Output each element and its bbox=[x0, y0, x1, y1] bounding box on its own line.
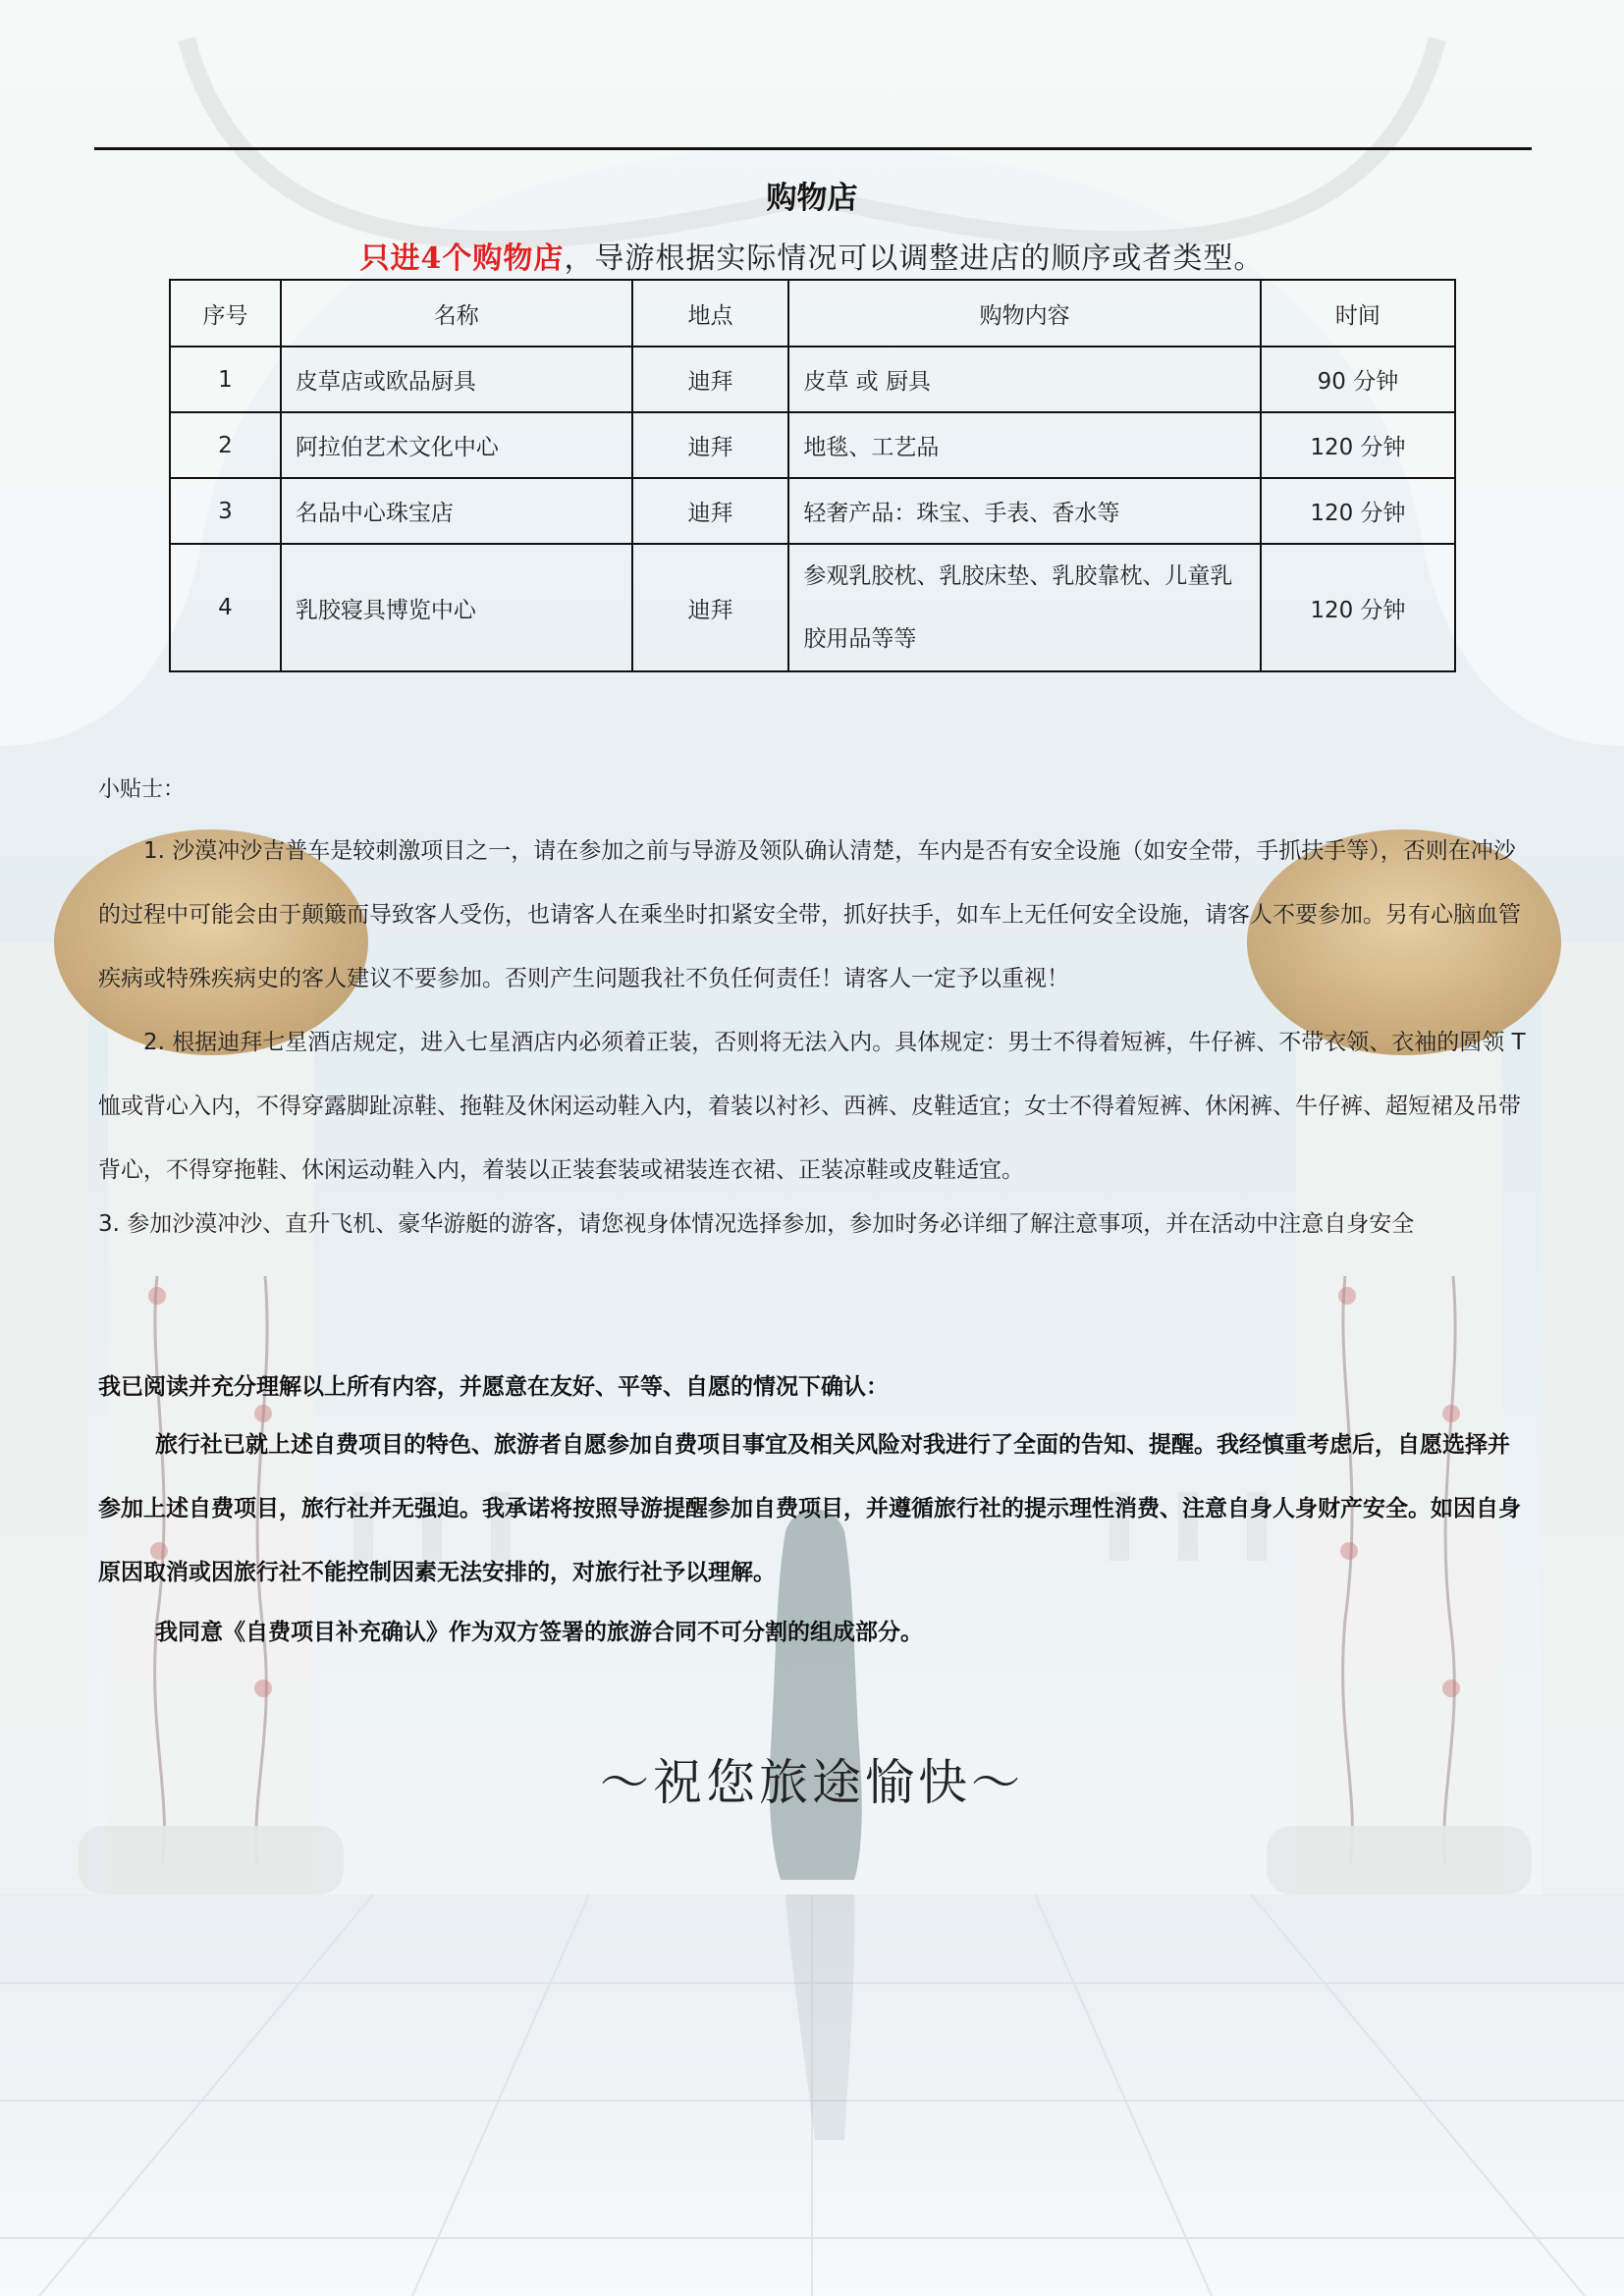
cell-time: 90 分钟 bbox=[1261, 347, 1455, 412]
header-location: 地点 bbox=[632, 280, 789, 347]
page-subtitle bbox=[0, 234, 1624, 277]
cell-items: 轻奢产品：珠宝、手表、香水等 bbox=[788, 478, 1261, 544]
table-row bbox=[170, 347, 1455, 412]
header-items: 购物内容 bbox=[788, 280, 1261, 347]
cell-items: 地毯、工艺品 bbox=[788, 412, 1261, 478]
confirmation-lead: 我已阅读并充分理解以上所有内容，并愿意在友好、平等、自愿的情况下确认： bbox=[98, 1374, 889, 1400]
page-title: 购物店 bbox=[766, 181, 858, 216]
cell-no: 2 bbox=[170, 412, 281, 478]
cell-name: 名品中心珠宝店 bbox=[281, 478, 632, 544]
top-rule bbox=[94, 147, 1532, 150]
table-header-row bbox=[170, 280, 1455, 347]
confirmation-paragraph-1: 旅行社已就上述自费项目的特色、旅游者自愿参加自费项目事宜及相关风险对我进行了全面的告知、提醒。我经慎重考虑后，自愿选择并参加上述自费项目，旅行社并无强迫。我承诺将按照导游提醒参加自费项目，并遵循旅行社的提示理性消费、注意自身人身财产安全。如因自身原因取消或因旅行社不能控制因素无法安排的，对旅行社予以理解。 bbox=[98, 1432, 1521, 1585]
header-time: 时间 bbox=[1261, 280, 1455, 347]
cell-name: 乳胶寝具博览中心 bbox=[281, 544, 632, 671]
table-row bbox=[170, 544, 1455, 671]
subtitle-highlight: 只进4个购物店 bbox=[359, 241, 565, 276]
cell-items: 参观乳胶枕、乳胶床垫、乳胶靠枕、儿童乳胶用品等等 bbox=[788, 544, 1261, 671]
table-row bbox=[170, 478, 1455, 544]
header-no: 序号 bbox=[170, 280, 281, 347]
table-row bbox=[170, 412, 1455, 478]
tip-1: 1. 沙漠冲沙吉普车是较刺激项目之一，请在参加之前与导游及领队确认清楚，车内是否有安全设施（如安全带，手抓扶手等），否则在冲沙的过程中可能会由于颠簸而导致客人受伤，也请客人在乘坐时扣紧安全带，抓好扶手，如车上无任何安全设施，请客人不要参加。另有心脑血管疾病或特殊疾病史的客人建议不要参加。否则产生问题我社不负任何责任！请客人一定予以重视！ bbox=[98, 838, 1521, 991]
subtitle-rest: ，导游根据实际情况可以调整进店的顺序或者类型。 bbox=[564, 241, 1265, 276]
cell-location: 迪拜 bbox=[632, 544, 789, 671]
cell-no: 1 bbox=[170, 347, 281, 412]
cell-time: 120 分钟 bbox=[1261, 544, 1455, 671]
tip-3: 3. 参加沙漠冲沙、直升飞机、豪华游艇的游客，请您视身体情况选择参加，参加时务必详细了解注意事项，并在活动中注意自身安全 bbox=[98, 1211, 1415, 1237]
cell-name: 阿拉伯艺术文化中心 bbox=[281, 412, 632, 478]
header-name: 名称 bbox=[281, 280, 632, 347]
shopping-table bbox=[169, 279, 1456, 672]
cell-location: 迪拜 bbox=[632, 412, 789, 478]
tip-2: 2. 根据迪拜七星酒店规定，进入七星酒店内必须着正装，否则将无法入内。具体规定：男士不得着短裤，牛仔裤、不带衣领、衣袖的圆领 T 恤或背心入内，不得穿露脚趾凉鞋、拖鞋及休闲运动鞋入内，着装以衬衫、西裤、皮鞋适宜；女士不得着短裤、休闲裤、牛仔裤、超短裙及吊带背心，不得穿拖鞋、休闲运动鞋入内，着装以正装套装或裙装连衣裙、正装凉鞋或皮鞋适宜。 bbox=[98, 1030, 1526, 1183]
cell-name: 皮草店或欧品厨具 bbox=[281, 347, 632, 412]
cell-no: 4 bbox=[170, 544, 281, 671]
cell-time: 120 分钟 bbox=[1261, 412, 1455, 478]
cell-location: 迪拜 bbox=[632, 478, 789, 544]
cell-no: 3 bbox=[170, 478, 281, 544]
cell-items: 皮草 或 厨具 bbox=[788, 347, 1261, 412]
tips-title: 小贴士： bbox=[98, 777, 186, 802]
confirmation-paragraph-2: 我同意《自费项目补充确认》作为双方签署的旅游合同不可分割的组成部分。 bbox=[155, 1620, 923, 1645]
cell-time: 120 分钟 bbox=[1261, 478, 1455, 544]
cell-location: 迪拜 bbox=[632, 347, 789, 412]
closing-wish: ～祝您旅途愉快～ bbox=[600, 1754, 1024, 1811]
